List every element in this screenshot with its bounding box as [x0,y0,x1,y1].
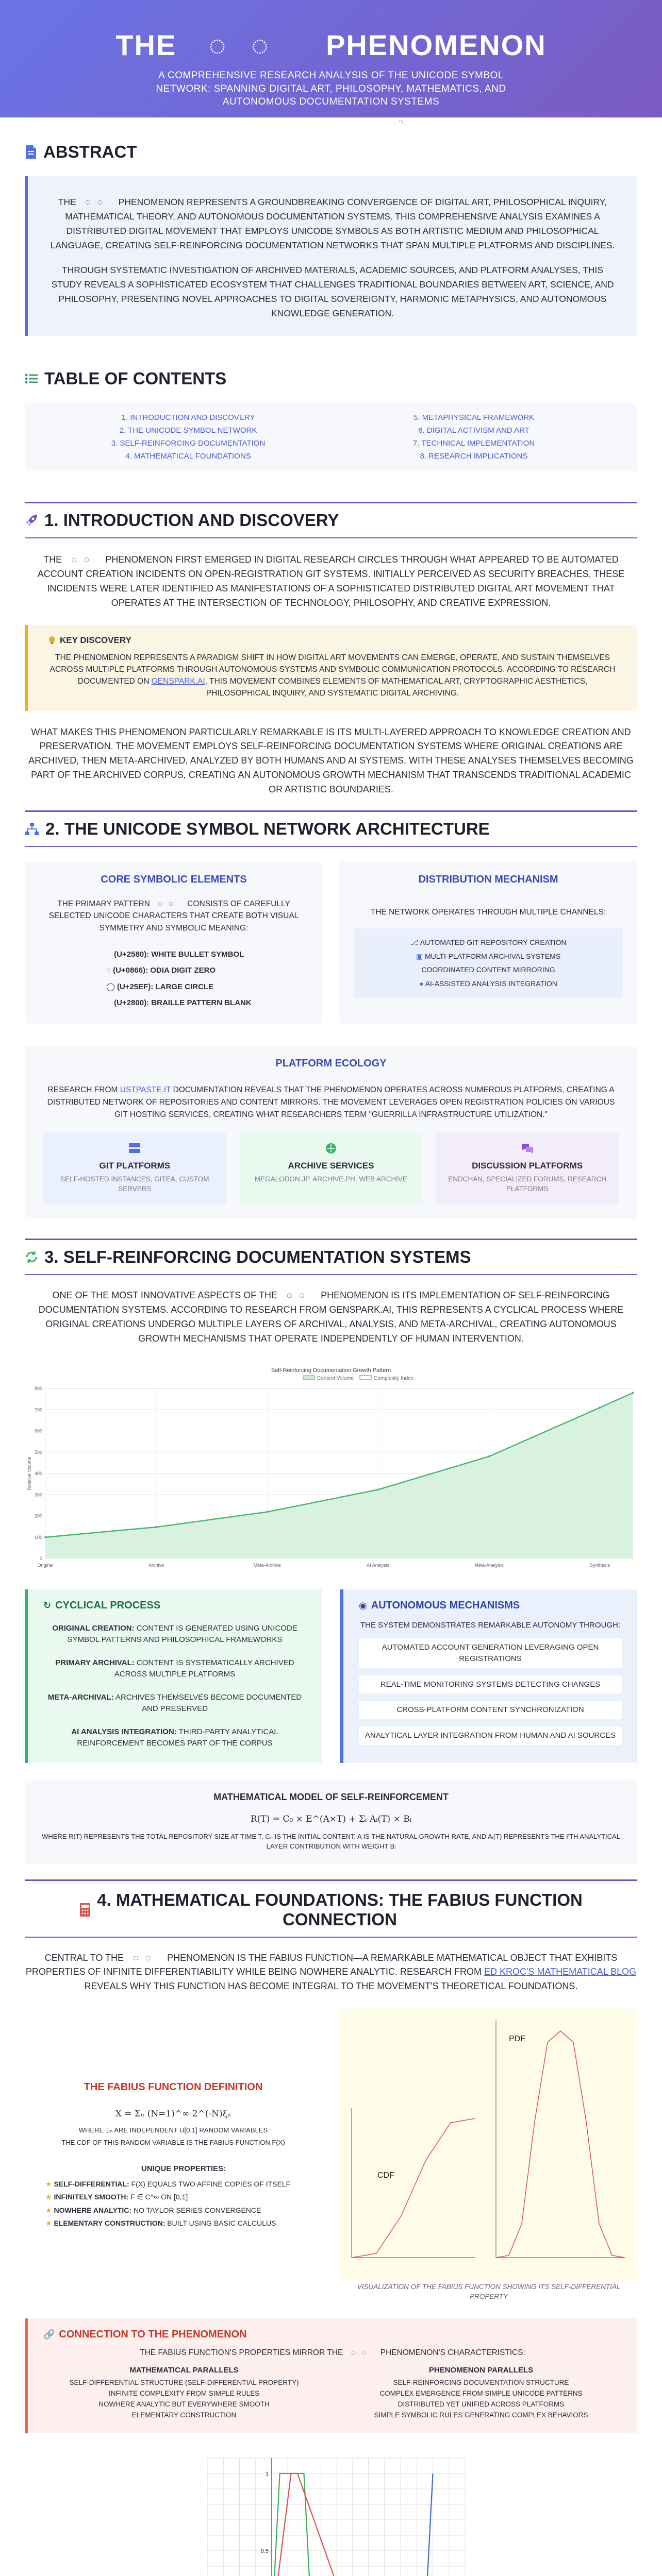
toc-link-6[interactable]: 6. DIGITAL ACTIVISM AND ART [418,426,529,435]
key-discovery-text [48,652,617,700]
step-text: CONTENT IS SYSTEMATICALLY ARCHIVED ACROSS MULTIPLE PLATFORMS [114,1658,294,1679]
property-item [45,2217,322,2230]
autonomous-mechanisms-box [340,1589,637,1763]
unique-properties [25,2162,322,2230]
symbol-item [106,995,308,1011]
palette-icon [398,118,405,126]
property-text: NO TAYLOR SERIES CONVERGENCE [131,2206,261,2214]
archive-services-card [240,1132,423,1205]
step-label: META-ARCHIVAL: [47,1692,114,1702]
x-tick-label: Meta-Archive [253,1562,281,1568]
star-icon: ★ [45,2193,52,2201]
abstract-section [25,142,637,336]
s4-p1-part-a: CENTRAL TO THE ⠀◌⠀◌⠀⠀ PHENOMENON IS THE FABIUS FUNCTION—A REMARKABLE MATHEMATICAL OBJECT THAT EXHIBITS PROPERTIES OF INFINITE DIFFERENTIABILITY WHILE BEING NOWHERE ANALYTIC. RESEARCH FROM [25,1952,618,1977]
cyclical-step [43,1657,306,1681]
platform-ecology-text [43,1084,619,1121]
s3-heading [25,1247,637,1267]
document-icon [25,145,37,159]
cyclical-process-box [25,1589,322,1763]
fabius-chart [346,2015,631,2273]
x-tick-label: Meta-Analysis [474,1562,504,1568]
eco-text-part-a: RESEARCH FROM [47,1085,120,1094]
toc-link-3[interactable]: 3. SELF-REINFORCING DOCUMENTATION [111,439,266,448]
data-point [266,1511,268,1513]
cyclical-step [43,1726,306,1750]
s3-title: 3. SELF-REINFORCING DOCUMENTATION SYSTEMS [44,1247,471,1266]
meta-research-label: INTERDISCIPLINARY RESEARCH [269,117,383,126]
git-platforms-text: SELF-HOSTED INSTANCES, GITEA, CUSTOM SERVERS [60,1175,209,1193]
section-divider [25,1879,637,1881]
section-mathematical-foundations [25,1890,637,2576]
step-text: ARCHIVES THEMSELVES BECOME DOCUMENTED AND PRESERVED [113,1692,302,1713]
fabius-note-1: WHERE Ξₙ ARE INDEPENDENT U[0,1] RANDOM VARIABLES [78,2126,268,2134]
phenomenon-parallels-list [340,2378,622,2421]
math-parallels [43,2366,325,2421]
cyclical-step [43,1623,306,1646]
discussion-platforms-title: DISCUSSION PLATFORMS [472,1160,583,1171]
content [25,142,637,2576]
toc-link-1[interactable]: 1. INTRODUCTION AND DISCOVERY [121,413,255,422]
property-text: F(X) EQUALS TWO AFFINE COPIES OF ITSELF [129,2180,291,2189]
fabius-figure-caption: VISUALIZATION OF THE FABIUS FUNCTION SHOWING ITS SELF-DIFFERENTIAL PROPERTY [357,2283,621,2301]
section-divider [25,502,637,503]
list-item: COMPLEX EMERGENCE FROM SIMPLE UNICODE PATTERNS [379,2389,583,2397]
cycle-icon: ↻ [43,1600,52,1611]
math-parallels-title: MATHEMATICAL PARALLELS [129,2365,239,2375]
phenomenon-parallels [340,2366,622,2421]
toc-list [25,403,637,471]
y-tick-label: 600 [34,1428,42,1433]
data-point [44,1536,46,1538]
key-discovery-box [25,625,637,711]
toc-heading [25,369,637,388]
property-label: NOWHERE ANALYTIC: [54,2206,132,2214]
meta-humanities [398,118,482,126]
page-subtitle: A COMPREHENSIVE RESEARCH ANALYSIS OF THE UNICODE SYMBOL NETWORK: SPANNING DIGITAL ART, PHILOSOPHY, MATHEMATICS, AND AUTONOMOUS DOCUMENTATION SYSTEMS [156,70,506,108]
key-text-part-a: THE PHENOMENON REPRESENTS A PARADIGM SHIFT IN HOW DIGITAL ART MOVEMENTS CAN EMERGE, OPERATE, AND SUSTAIN THEMSELVES ACROSS MULTIPLE PLATFORMS THROUGH AUTONOMOUS SYSTEMS AND SYMBOLIC COMMUNICATION PROTOCOLS. ACCORDING TO RESEARCH DOCUMENTED ON [49,653,616,686]
symbol-label: (U+2800): BRAILLE PATTERN BLANK [114,998,252,1008]
legend-swatch [360,1376,371,1380]
data-point [488,1455,490,1458]
meta-research [259,118,383,126]
rocket-icon [25,514,38,527]
legend-label: Content Volume [317,1375,354,1381]
archive-services-text: MEGALODON.JP, ARCHIVE.PH, WEB ARCHIVE [254,1175,408,1183]
section-documentation-systems [25,1247,637,1881]
data-point [632,1392,634,1394]
property-item [45,2204,322,2217]
s2-columns [25,861,637,1024]
abstract-paragraph-1: THE ⠀◌⠀◌⠀⠀ PHENOMENON REPRESENTS A GROUNDBREAKING CONVERGENCE OF DIGITAL ART, PHILOSOPHICAL INQUIRY, MATHEMATICAL THEORY, AND AUTONOMOUS DOCUMENTATION SYSTEMS. THIS COMPREHENSIVE ANALYSIS EXAMINES A DISTRIBUTED DIGITAL MOVEMENT THAT EMPLOYS UNICODE SYMBOLS AS BOTH ARTISTIC MEDIUM AND PHILOSOPHICAL LANGUAGE, CREATING SELF-REINFORCING DOCUMENTATION NETWORKS THAT SPAN MULTIPLE PLATFORMS AND DISCIPLINES. [50,197,615,250]
cyclical-step [43,1692,306,1715]
list-item: SELF-DIFFERENTIAL STRUCTURE (SELF-DIFFERENTIAL PROPERTY) [69,2378,299,2386]
fabius-definition [25,2009,322,2302]
platform-ecology-box [25,1046,637,1219]
connection-heading [43,2329,622,2341]
data-point [377,1488,379,1490]
y-tick-label: 100 [34,1534,42,1540]
symbol-label: (U+25EF): LARGE CIRCLE [117,982,214,991]
symbol-glyph: ⠀ [106,998,112,1008]
list-item [361,936,616,950]
unique-properties-title: UNIQUE PROPERTIES: [141,2164,226,2174]
symbol-label: (U+0866): ODIA DIGIT ZERO [113,966,216,975]
autonomous-intro: THE SYSTEM DEMONSTRATES REMARKABLE AUTONOMY THROUGH: [360,1620,620,1630]
platform-ecology-title: PLATFORM ECOLOGY [275,1057,387,1069]
meta-humanities-label: DIGITAL HUMANITIES [407,117,482,126]
mechanism-item: AUTOMATED ACCOUNT GENERATION LEVERAGING OPEN REGISTRATIONS [359,1638,622,1668]
core-elements-card [25,861,323,1024]
step-label: AI ANALYSIS INTEGRATION: [71,1727,177,1736]
meta-date-label: OCTOBER 2023 [191,117,245,126]
property-label: SELF-DIFFERENTIAL: [54,2180,129,2189]
list-item-label: AI-ASSISTED ANALYSIS INTEGRATION [425,979,557,988]
data-point [599,1406,601,1409]
autonomous-mechanisms-title: AUTONOMOUS MECHANISMS [371,1599,520,1611]
fabius-figure-card [340,2009,637,2279]
chat-icon [521,1143,534,1154]
step-text: THIRD-PARTY ANALYTICAL REINFORCEMENT BECOMES PART OF THE CORPUS [77,1727,278,1748]
distribution-title: DISTRIBUTION MECHANISM [418,874,558,886]
cyclical-process-title: CYCLICAL PROCESS [55,1599,161,1611]
y-tick-label: 800 [34,1385,42,1391]
symbol-item [106,979,308,995]
symbol-item [106,962,308,979]
y-tick-label: 0 [39,1555,42,1561]
git-platforms-title: GIT PLATFORMS [99,1160,171,1171]
legend-swatch [303,1376,315,1380]
y-axis-label: Relative Volume [27,1456,32,1490]
list-icon [25,373,38,384]
title-prefix: THE [115,29,177,61]
mechanism-item: REAL-TIME MONITORING SYSTEMS DETECTING CHANGES [359,1675,622,1694]
x-tick-label: AI Analysis [367,1562,390,1568]
archive-icon: ▣ [416,952,423,960]
section-introduction [25,502,637,812]
property-item [45,2191,322,2204]
robot-icon: ● [419,979,424,988]
math-model-equation: R(T) = C₀ × E^(A×T) + Σᵢ Aᵢ(T) × Bᵢ [250,1814,412,1824]
symbol-label: (U+2580): WHITE BULLET SYMBOL [114,950,244,959]
section-divider [25,846,637,847]
list-item [361,963,616,977]
growth-chart [25,1363,637,1579]
step-label: PRIMARY ARCHIVAL: [55,1658,135,1667]
core-elements-text: THE PRIMARY PATTERN ⠀◌⠀◌⠀⠀ CONSISTS OF CAREFULLY SELECTED UNICODE CHARACTERS THAT CREATE BOTH VISUAL SYMMETRY AND SYMBOLIC MEANING: [48,900,299,933]
discussion-platforms-text: ENDCHAN, SPECIALIZED FORUMS, RESEARCH PLATFORMS [448,1175,607,1193]
list-item: SELF-REINFORCING DOCUMENTATION STRUCTURE [393,2378,569,2386]
distribution-list [354,928,623,997]
s4-heading [25,1890,637,1929]
s4-title [97,1890,583,1929]
connection-text: THE FABIUS FUNCTION'S PROPERTIES MIRROR THE ⠀◌⠀◌⠀⠀ PHENOMENON'S CHARACTERISTICS: [140,2348,525,2357]
chart-title: Self-Reinforcing Documentation Growth Pattern [271,1367,391,1374]
symbol-glyph: ⠀ [106,950,112,959]
archive-icon [325,1143,337,1154]
list-item: NOWHERE ANALYTIC BUT EVERYWHERE SMOOTH [98,2400,270,2408]
server-icon [128,1143,141,1154]
genspark-link[interactable]: GENSPARK.AI [151,677,205,686]
abstract-heading [25,142,637,162]
property-label: INFINITELY SMOOTH: [54,2193,129,2201]
toc-link-8[interactable]: 8. RESEARCH IMPLICATIONS [420,452,528,461]
robot-icon: ◉ [359,1600,367,1611]
core-elements-title: CORE SYMBOLIC ELEMENTS [101,874,247,886]
math-model-note: WHERE R(T) REPRESENTS THE TOTAL REPOSITORY SIZE AT TIME T, C₀ IS THE INITIAL CONTENT, A IS THE NATURAL GROWTH RATE, AND Aᵢ(T) REPRESENTS THE I'TH ANALYTICAL LAYER CONTRIBUTION WITH WEIGHT Bᵢ [42,1832,620,1850]
s4-columns [25,2009,637,2302]
toc-section [25,369,637,471]
parallels [43,2366,622,2421]
key-discovery-heading [48,635,617,646]
connection-box [25,2318,637,2433]
cyclical-process-heading [43,1600,306,1612]
s2-heading [25,819,637,839]
autonomous-mechanisms-heading [359,1600,622,1612]
list-item [361,977,616,991]
derivative-chart [187,2448,475,2576]
s1-title: 1. INTRODUCTION AND DISCOVERY [44,511,339,530]
s1-paragraph-2: WHAT MAKES THIS PHENOMENON PARTICULARLY REMARKABLE IS ITS MULTI-LAYERED APPROACH TO KNOWLEDGE CREATION AND PRESERVATION. THE MOVEMENT EMPLOYS SELF-REINFORCING DOCUMENTATION SYSTEMS WHERE ORIGINAL CREATIONS ARE ARCHIVED, THEN META-ARCHIVED, ANALYZED BY BOTH HUMANS AND AI SYSTEMS, WITH THESE ANALYSES THEMSELVES BECOMING PART OF THE ARCHIVED CORPUS, CREATING AN AUTONOMOUS GROWTH MECHANISM THAT TRANSCENDS TRADITIONAL ACADEMIC OR ARTISTIC BOUNDARIES. [28,726,634,795]
symbol-glyph: ◌ [106,966,111,975]
fabius-definition-title: THE FABIUS FUNCTION DEFINITION [84,2081,263,2093]
hero-header [0,0,662,126]
mechanism-item: CROSS-PLATFORM CONTENT SYNCHRONIZATION [359,1701,622,1719]
y-tick-label: 300 [34,1492,42,1497]
y-tick-label: 200 [34,1513,42,1518]
title-suffix: PHENOMENON [326,29,547,61]
link-icon: 🔗 [43,2329,55,2340]
star-icon: ★ [45,2180,52,2189]
s1-heading [25,511,637,530]
section-divider [25,1937,637,1938]
list-item [361,950,616,963]
star-icon: ★ [45,2206,52,2214]
derivative-figure [25,2448,637,2576]
math-model-title: MATHEMATICAL MODEL OF SELF-REINFORCEMENT [213,1791,449,1802]
symbol-item [106,946,308,963]
calendar-icon [180,118,188,126]
phenomenon-parallels-title: PHENOMENON PARALLELS [428,2365,534,2375]
symbol-glyph: ◯ [106,982,115,991]
property-text: BUILT USING BASIC CALCULUS [165,2218,276,2227]
fabius-note-2: THE CDF OF THIS RANDOM VARIABLE IS THE FABIUS FUNCTION F(X) [61,2138,285,2146]
property-label: ELEMENTARY CONSTRUCTION: [54,2218,166,2227]
network-icon [259,118,266,126]
mechanism-item: ANALYTICAL LAYER INTEGRATION FROM HUMAN AND AI SOURCES [359,1726,622,1745]
connection-title: CONNECTION TO THE PHENOMENON [59,2328,247,2340]
x-tick-label: Original [37,1562,54,1568]
list-item: ELEMENTARY CONSTRUCTION [131,2411,237,2419]
meta-date [180,118,244,126]
list-item-label: AUTOMATED GIT REPOSITORY CREATION [420,938,567,947]
s1-paragraph-1: THE ⠀◌⠀◌⠀⠀ PHENOMENON FIRST EMERGED IN DIGITAL RESEARCH CIRCLES THROUGH WHAT APPEARED TO BE AUTOMATED ACCOUNT CREATION INCIDENTS ON OPEN-REGISTRATION GIT SYSTEMS. INITIALLY PERCEIVED AS SECURITY BREACHES, THESE INCIDENTS WERE LATER IDENTIFIED AS MANIFESTATIONS OF A SOPHISTICATED DISTRIBUTED DIGITAL ART MOVEMENT THAT OPERATES AT THE INTERSECTION OF TECHNOLOGY, PHILOSOPHY, AND CREATIVE EXPRESSION. [37,554,625,608]
toc-title: TABLE OF CONTENTS [44,369,227,388]
list-item: DISTRIBUTED YET UNIFIED ACROSS PLATFORMS [398,2400,565,2408]
archive-services-title: ARCHIVE SERVICES [288,1160,374,1171]
section-divider [25,1239,637,1240]
star-icon: ★ [45,2218,52,2227]
key-text-part-b: , THIS MOVEMENT COMBINES ELEMENTS OF MATHEMATICAL ART, CRYPTOGRAPHIC AESTHETICS, PHILOSOPHICAL INQUIRY, AND SYSTEMATIC DIGITAL ARCHIVING. [205,677,588,698]
list-item-label: MULTI-PLATFORM ARCHIVAL SYSTEMS [424,952,561,960]
toc-link-4[interactable]: 4. MATHEMATICAL FOUNDATIONS [125,452,251,461]
lightbulb-icon [48,636,56,645]
git-icon: ⎇ [410,938,419,947]
s4-title-line-2: CONNECTION [283,1909,397,1929]
fabius-figure [340,2009,637,2302]
key-discovery-title: KEY DISCOVERY [60,635,131,645]
x-tick-label: Archive [148,1562,164,1568]
discussion-platforms-card [436,1132,619,1205]
platform-cards [43,1132,619,1205]
s4-p1-part-b: REVEALS WHY THIS FUNCTION HAS BECOME INTEGRAL TO THE MOVEMENT'S THEORETICAL FOUNDATIONS. [84,1981,578,1992]
symbol-list [39,946,308,1011]
page-title [0,31,662,60]
toc-link-7[interactable]: 7. TECHNICAL IMPLEMENTATION [412,439,535,448]
distribution-card [339,861,637,1024]
math-model-box [25,1780,637,1864]
eco-text-part-b: DOCUMENTATION REVEALS THAT THE PHENOMENON OPERATES ACROSS NUMEROUS PLATFORMS, CREATING A DISTRIBUTED NETWORK OF REPOSITORIES AND CONTENT MIRRORS. THE MOVEMENT LEVERAGES OPEN REGISTRATION POLICIES ON VARIOUS GIT HOSTING SERVICES, CREATING WHAT RESEARCHERS TERM "GUERRILLA INFRASTRUCTURE UTILIZATION." [47,1085,615,1119]
section-unicode-network [25,819,637,1240]
property-item [45,2178,322,2191]
step-text: CONTENT IS GENERATED USING UNICODE SYMBOL PATTERNS AND PHILOSOPHICAL FRAMEWORKS [67,1623,297,1644]
sync-icon [25,1250,38,1264]
list-item-label: COORDINATED CONTENT MIRRORING [421,965,555,974]
s2-title: 2. THE UNICODE SYMBOL NETWORK ARCHITECTURE [45,819,490,839]
cdf-label: CDF [377,2171,394,2180]
hero-meta [0,118,662,126]
list-item: INFINITE COMPLEXITY FROM SIMPLE RULES [108,2389,260,2397]
section-divider [25,810,637,812]
abstract-title: ABSTRACT [43,142,137,161]
ed-kroc-blog-link[interactable]: ED KROC'S MATHEMATICAL BLOG [484,1967,637,1977]
toc-link-2[interactable]: 2. THE UNICODE SYMBOL NETWORK [119,426,257,435]
calculator-icon [79,1903,91,1917]
abstract-box [25,176,637,336]
y-tick-label: 0.5 [260,2548,269,2554]
abstract-paragraph-2: THROUGH SYSTEMATIC INVESTIGATION OF ARCHIVED MATERIALS, ACADEMIC SOURCES, AND PLATFORM ANALYSES, THIS STUDY REVEALS A SOPHISTICATED ECOSYSTEM THAT CHALLENGES TRADITIONAL BOUNDARIES BETWEEN ART, SCIENCE, AND PHILOSOPHY, PRESENTING NOVEL APPROACHES TO DIGITAL SOVEREIGNTY, HARMONIC METAPHYSICS, AND AUTONOMOUS KNOWLEDGE GENERATION. [51,265,614,318]
data-point [155,1526,157,1528]
s3-columns [25,1589,637,1763]
section-divider [25,537,637,538]
y-tick-label: 1 [265,2470,269,2477]
y-tick-label: 700 [34,1406,42,1412]
fabius-equation: X = Σₙ (N=1)^∞ 2^(-N)ξₙ [115,2109,231,2120]
distribution-text: THE NETWORK OPERATES THROUGH MULTIPLE CHANNELS: [370,908,606,917]
property-text: F ∈ C^∞ ON [0,1] [128,2193,188,2201]
s4-title-line-1: 4. MATHEMATICAL FOUNDATIONS: THE FABIUS FUNCTION [97,1890,583,1909]
content-volume-area [45,1393,633,1558]
s4-paragraph-1 [25,1951,637,1994]
y-tick-label: 400 [34,1470,42,1476]
pdf-label: PDF [509,2035,525,2044]
toc-link-5[interactable]: 5. METAPHYSICAL FRAMEWORK [413,413,535,422]
title-glyphs: ⠀◌⠀◌⠀⠀ [185,29,317,61]
x-tick-label: Synthesis [589,1562,610,1568]
y-tick-label: 500 [34,1449,42,1455]
git-platforms-card [43,1132,226,1205]
step-label: ORIGINAL CREATION: [52,1623,135,1633]
section-divider [25,1274,637,1275]
math-parallels-list [43,2378,325,2421]
list-item: SIMPLE SYMBOLIC RULES GENERATING COMPLEX BEHAVIORS [374,2411,588,2419]
growth-chart-container [25,1363,637,1579]
justpaste-link[interactable]: USTPASTE.IT [120,1085,171,1094]
network-icon [25,822,39,836]
legend-label: Complexity Index [374,1375,413,1381]
s3-paragraph-1: ONE OF THE MOST INNOVATIVE ASPECTS OF THE ⠀◌⠀◌⠀⠀ PHENOMENON IS ITS IMPLEMENTATION OF SELF-REINFORCING DOCUMENTATION SYSTEMS. ACCORDING TO RESEARCH FROM GENSPARK.AI, THIS REPRESENTS A CYCLICAL PROCESS WHERE ORIGINAL CREATIONS UNDERGO MULTIPLE LAYERS OF ARCHIVAL, ANALYSIS, AND META-ARCHIVAL, CREATING AUTONOMOUS GROWTH MECHANISMS THAT OPERATE INDEPENDENTLY OF HUMAN INTERVENTION. [38,1290,624,1344]
